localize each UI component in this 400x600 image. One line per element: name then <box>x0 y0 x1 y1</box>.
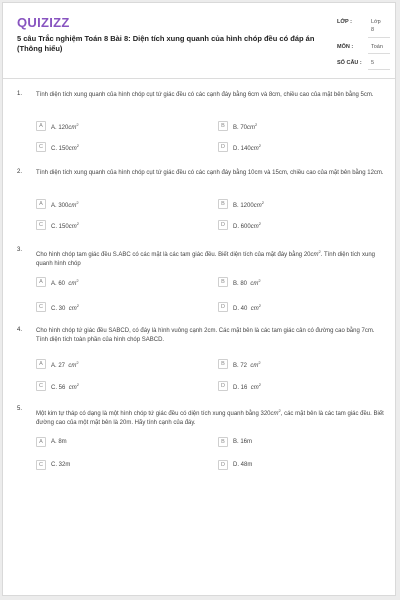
option-letter: B <box>218 277 228 287</box>
subject-label: MÔN : <box>337 44 354 50</box>
option-letter: A <box>36 121 46 131</box>
option-text: D. $140cm^2$ <box>233 142 261 152</box>
option-text: C. 32m <box>51 462 71 468</box>
option-letter: B <box>218 199 228 209</box>
option-text: A. $300cm^2$ <box>51 199 79 209</box>
option-text: C. 30 $cm^2$ <box>51 302 79 312</box>
worksheet-header <box>3 3 395 79</box>
class-value-line2: 8 <box>371 27 375 33</box>
option-c[interactable] <box>36 141 79 153</box>
option-d[interactable] <box>218 459 252 471</box>
option-letter: D <box>218 142 228 152</box>
option-letter: C <box>36 381 46 391</box>
option-text: A. 60 $cm^2$ <box>51 277 79 287</box>
option-b[interactable] <box>218 198 264 210</box>
option-a[interactable] <box>36 198 79 210</box>
option-letter: B <box>218 121 228 131</box>
option-letter: C <box>36 302 46 312</box>
option-letter: A <box>36 277 46 287</box>
option-text: B. 80 $cm^2$ <box>233 277 261 287</box>
option-c[interactable] <box>36 219 79 231</box>
question-number: 1. <box>17 91 23 97</box>
option-text: D. 40 $cm^2$ <box>233 302 261 312</box>
option-text: B. $1200cm^2$ <box>233 199 264 209</box>
option-letter: C <box>36 220 46 230</box>
option-a[interactable] <box>36 436 67 448</box>
option-a[interactable] <box>36 358 79 370</box>
question-text: Cho hình chóp tam giác đều S.ABC có các mặt là các tam giác đều. Biết diện tích của mặt đáy bằng $20cm^2$. Tính diện tích xung quanh hình chóp <box>36 249 375 267</box>
class-label: LỚP : <box>337 19 352 25</box>
option-b[interactable] <box>218 436 252 448</box>
count-value: 5 <box>371 60 375 66</box>
worksheet-title: 5 câu Trắc nghiệm Toán 8 Bài 8: Diện tích xung quanh của hình chóp đều có đáp án (Thông hiểu) <box>17 34 315 53</box>
option-text: B. 16m <box>233 439 253 445</box>
question-number: 4. <box>17 327 23 333</box>
question-number: 2. <box>17 169 23 175</box>
option-text: B. $70cm^2$ <box>233 121 258 131</box>
option-text: D. 16 $cm^2$ <box>233 381 261 391</box>
option-text: A. $120cm^2$ <box>51 121 79 131</box>
subject-underline <box>368 53 390 54</box>
option-letter: D <box>218 381 228 391</box>
count-label: SỐ CÂU : <box>337 60 362 66</box>
option-text: C. $150cm^2$ <box>51 142 79 152</box>
question-text: Tính diện tích xung quanh của hình chóp cụt tứ giác đều có các cạnh đáy bằng 10cm và 15cm, chiều cao của mặt bên bằng 12cm. <box>36 170 384 176</box>
option-letter: B <box>218 359 228 369</box>
option-letter: D <box>218 220 228 230</box>
option-b[interactable] <box>218 276 261 288</box>
option-b[interactable] <box>218 358 261 370</box>
question-5 <box>17 406 387 476</box>
question-text: Một kim tự tháp có dạng là một hình chóp tứ giác đều có diện tích xung quanh bằng $320cm^2$, các mặt bên là các tam giác đều. Biết đường cao của một mặt bên là 20m. Hãy tính cạnh của đáy. <box>36 408 384 426</box>
count-underline <box>368 69 390 70</box>
question-3 <box>17 247 387 317</box>
option-a[interactable] <box>36 276 79 288</box>
worksheet-page <box>2 2 396 596</box>
option-text: A. 27 $cm^2$ <box>51 359 79 369</box>
option-text: C. $150cm^2$ <box>51 220 79 230</box>
question-number: 3. <box>17 247 23 253</box>
question-number: 5. <box>17 406 23 412</box>
option-a[interactable] <box>36 120 79 132</box>
option-letter: A <box>36 437 46 447</box>
question-4 <box>17 327 387 397</box>
option-letter: D <box>218 302 228 312</box>
option-letter: D <box>218 460 228 470</box>
option-text: C. 56 $cm^2$ <box>51 381 79 391</box>
option-letter: C <box>36 460 46 470</box>
option-c[interactable] <box>36 301 79 313</box>
option-letter: A <box>36 199 46 209</box>
question-2 <box>17 169 387 239</box>
option-text: A. 8m <box>51 439 67 445</box>
option-d[interactable] <box>218 219 261 231</box>
option-b[interactable] <box>218 120 257 132</box>
class-value-line1: Lớp <box>371 19 381 25</box>
question-text: Cho hình chóp tứ giác đều SABCD, có đáy là hình vuông cạnh 2cm. Các mặt bên là các tam giác cân có đường cao bằng 7cm. Tính diện tích toàn phần của hình chóp SABCD. <box>36 328 375 343</box>
option-d[interactable] <box>218 301 261 313</box>
question-1 <box>17 91 387 161</box>
option-letter: C <box>36 142 46 152</box>
subject-value: Toán <box>371 44 383 50</box>
option-letter: B <box>218 437 228 447</box>
option-c[interactable] <box>36 380 79 392</box>
quizizz-logo: QUIZIZZ <box>17 15 70 30</box>
option-c[interactable] <box>36 459 70 471</box>
option-d[interactable] <box>218 380 261 392</box>
option-d[interactable] <box>218 141 261 153</box>
option-text: B. 72 $cm^2$ <box>233 359 261 369</box>
option-letter: A <box>36 359 46 369</box>
class-underline <box>368 37 390 38</box>
option-text: D. $600cm^2$ <box>233 220 261 230</box>
option-text: D. 48m <box>233 462 253 468</box>
question-text: Tính diện tích xung quanh của hình chóp cụt tứ giác đều có các cạnh đáy bằng 6cm và 8cm, chiều cao của mặt bên bằng 5cm. <box>36 92 374 98</box>
